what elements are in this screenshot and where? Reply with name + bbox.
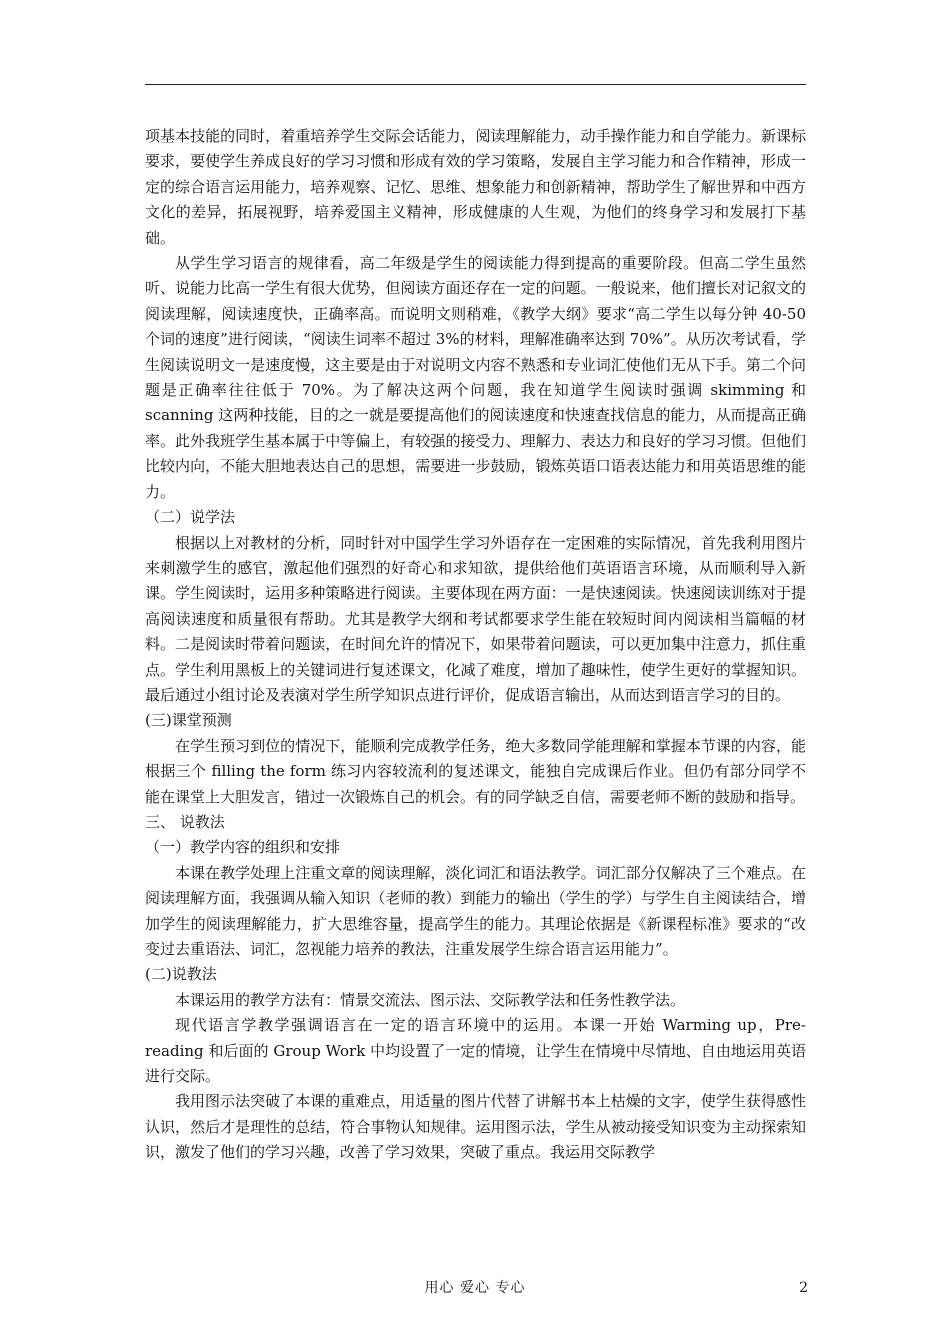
paragraph-reading-analysis: 从学生学习语言的规律看，高二年级是学生的阅读能力得到提高的重要阶段。但高二学生虽然听、说能力比高一学生有很大优势，但阅读方面还存在一定的问题。一般说来，他们擅长对记叙文的阅读理解，阅读速度快，正确率高。而说明文则稍难，《教学大纲》要求“高二学生以每分钟 40-50 个词的速度”进行阅读，“阅读生词率不超过 3%的材料，理解准确率达到 70%”。从历次考试看，学生阅读说明文一是速度慢，这主要是由于对说明文内容不熟悉和专业词汇使他们无从下手。第二个问题是正确率往往低于 70%。为了解决这两个问题，我在知道学生阅读时强调 skimming 和 scanning 这两种技能，目的之一就是要提高他们的阅读速度和快速查找信息的能力，从而提高正确率。此外我班学生基本属于中等偏上，有较强的接受力、理解力、表达力和良好的学习习惯。但他们比较内向，不能大胆地表达自己的思想，需要进一步鼓励，锻炼英语口语表达能力和用英语思维的能力。 <box>145 254 806 501</box>
paragraph-study-method: 根据以上对教材的分析，同时针对中国学生学习外语存在一定困难的实际情况，首先我利用图片来刺激学生的感官，激起他们强烈的好奇心和求知欲，提供给他们英语语言环境，从而顺利导入新课。学生阅读时，运用多种策略进行阅读。主要体现在两方面：一是快速阅读。快速阅读训练对于提高阅读速度和质量很有帮助。尤其是教学大纲和考试都要求学生能在较短时间内阅读相当篇幅的材料。二是阅读时带着问题读，在时间允许的情况下，如果带着问题读，可以更加集中注意力，抓住重点。学生利用黑板上的关键词进行复述课文，化减了难度，增加了趣味性，使学生更好的掌握知识。最后通过小组讨论及表演对学生所学知识点进行评价，促成语言输出，从而达到语言学习的目的。 <box>145 533 806 704</box>
paragraph-content-organization: 本课在教学处理上注重文章的阅读理解，淡化词汇和语法教学。词汇部分仅解决了三个难点。在阅读理解方面，我强调从输入知识（老师的教）到能力的输出（学生的学）与学生自主阅读结合，增加学生的阅读理解能力，扩大思维容量，提高学生的能力。其理论依据是《新课程标准》要求的“改变过去重语法、词汇，忽视能力培养的教法，注重发展学生综合语言运用能力”。 <box>145 863 806 958</box>
page-number: 2 <box>799 1280 808 1296</box>
body-text <box>145 124 806 1166</box>
footer-motto: 用心 爱心 专心 <box>424 1280 526 1296</box>
section-heading-class-prediction: (三)课堂预测 <box>145 711 232 730</box>
paragraph-methods-list: 本课运用的教学方法有：情景交流法、图示法、交际教学法和任务性教学法。 <box>175 990 686 1009</box>
subsection-heading-teaching-methods: (二)说教法 <box>145 965 217 984</box>
header-rule <box>145 84 806 85</box>
paragraph-continuation: 项基本技能的同时，着重培养学生交际会话能力，阅读理解能力，动手操作能力和自学能力。新课标要求，要使学生养成良好的学习习惯和形成有效的学习策略，发展自主学习能力和合作精神，形成一定的综合语言运用能力，培养观察、记忆、思维、想象能力和创新精神，帮助学生了解世界和中西方文化的差异，拓展视野，培养爱国主义精神，形成健康的人生观，为他们的终身学习和发展打下基础。 <box>145 127 806 247</box>
paragraph-class-prediction: 在学生预习到位的情况下，能顺利完成教学任务，绝大多数同学能理解和掌握本节课的内容，能根据三个 filling the form 练习内容较流利的复述课文，能独自完成课后作业。但仍有部分同学不能在课堂上大胆发言，错过一次锻炼自己的机会。有的同学缺乏自信，需要老师不断的鼓励和指导。 <box>145 736 806 806</box>
subsection-heading-content-organization: （一）教学内容的组织和安排 <box>145 838 341 857</box>
section-heading-teaching-method: 三、 说教法 <box>145 812 225 831</box>
section-heading-study-method: （二）说学法 <box>145 508 236 527</box>
paragraph-diagram-method: 我用图示法突破了本课的重难点，用适量的图片代替了讲解书本上枯燥的文字，使学生获得感性认识，然后才是理性的总结，符合事物认知规律。运用图示法，学生从被动接受知识变为主动探索知识，激发了他们的学习兴趣，改善了学习效果，突破了重点。我运用交际教学 <box>145 1092 806 1162</box>
paragraph-situational-method: 现代语言学教学强调语言在一定的语言环境中的运用。本课一开始 Warming up，Pre-reading 和后面的 Group Work 中均设置了一定的情境，让学生在情境中尽情地、自由地运用英语进行交际。 <box>145 1016 806 1086</box>
